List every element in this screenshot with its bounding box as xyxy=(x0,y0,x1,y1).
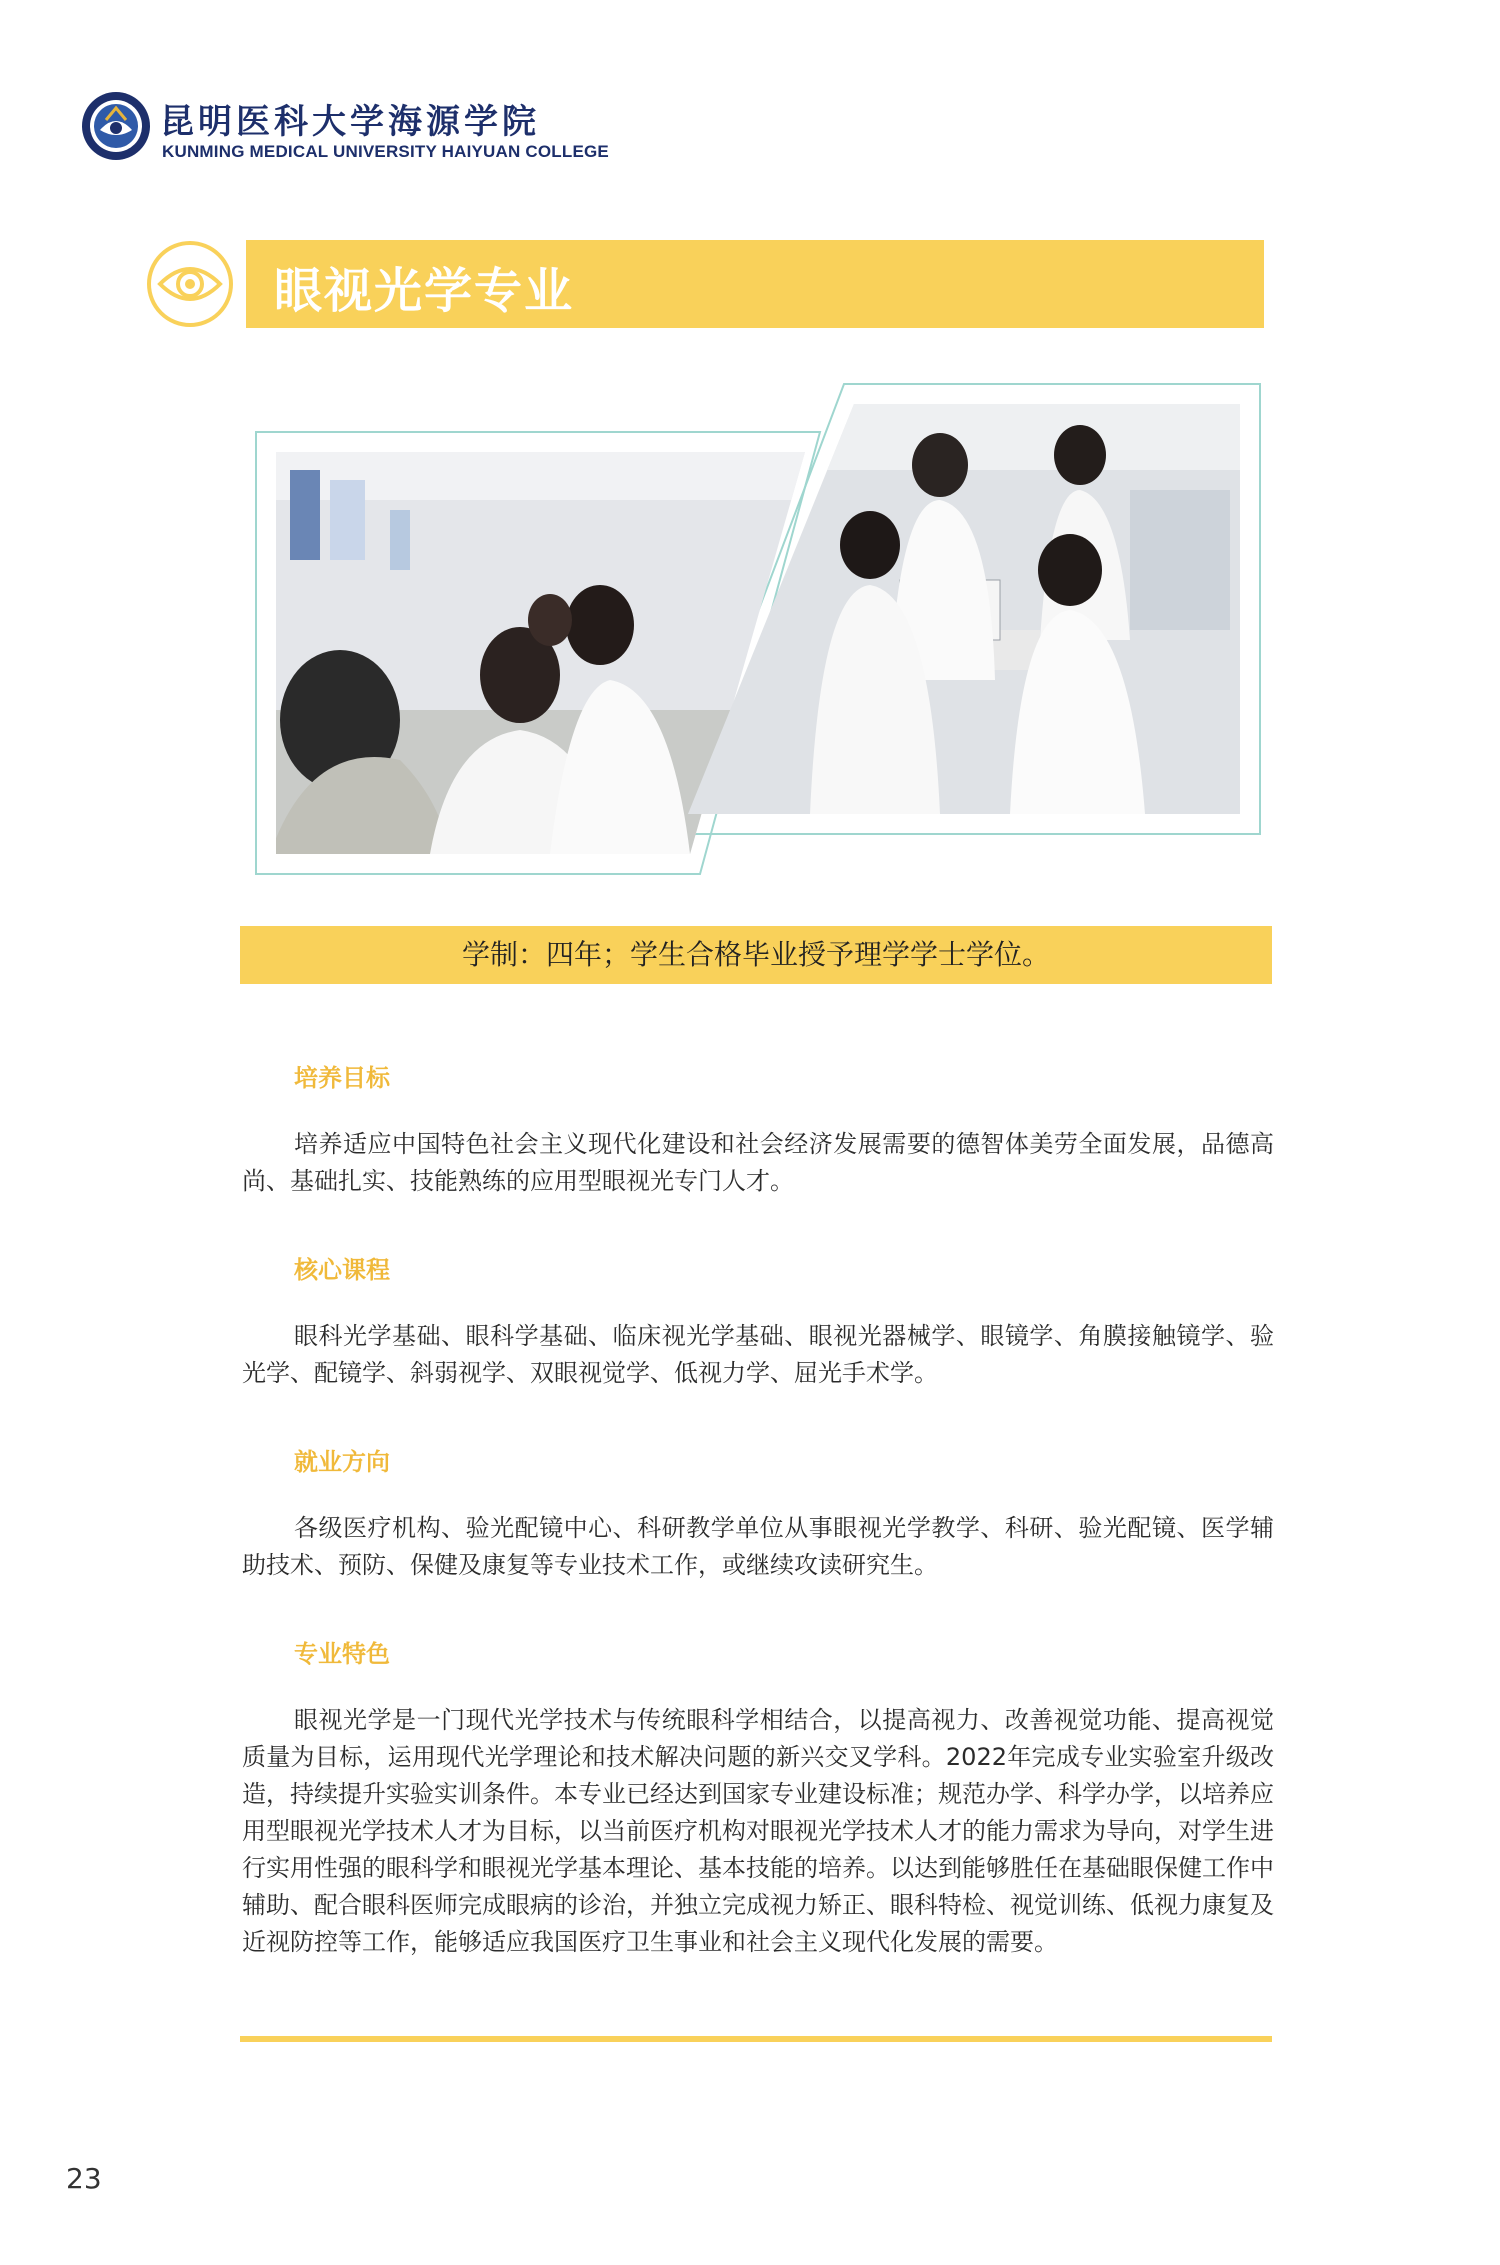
section-body-objectives: 培养适应中国特色社会主义现代化建设和社会经济发展需要的德智体美劳全面发展，品德高尚、基础扎实、技能熟练的应用型眼视光专门人才。 xyxy=(242,1130,1274,1195)
school-name-en: KUNMING MEDICAL UNIVERSITY HAIYUAN COLLEGE xyxy=(162,142,609,161)
school-name-cn: 昆明医科大学海源学院 xyxy=(160,102,540,142)
school-logo xyxy=(80,90,609,180)
eye-icon xyxy=(146,240,234,328)
page-number: 23 xyxy=(66,2162,102,2195)
section-body-core-courses: 眼科光学基础、眼科学基础、临床视光学基础、眼视光器械学、眼镜学、角膜接触镜学、验光学、配镜学、斜弱视学、双眼视觉学、低视力学、屈光手术学。 xyxy=(242,1322,1274,1387)
section-heading-features: 专业特色 xyxy=(294,1640,390,1668)
program-duration-text: 学制：四年；学生合格毕业授予理学学士学位。 xyxy=(461,938,1050,971)
page-title: 眼视光学专业 xyxy=(274,263,575,319)
section-body-features: 眼视光学是一门现代光学技术与传统眼科学相结合，以提高视力、改善视觉功能、提高视觉质量为目标，运用现代光学理论和技术解决问题的新兴交叉学科。2022年完成专业实验室升级改造，持续提升实验实训条件。本专业已经达到国家专业建设标准；规范办学、科学办学，以培养应用型眼视光学技术人才为目标，以当前医疗机构对眼视光学技术人才的能力需求为导向，对学生进行实用性强的眼科学和眼视光学基本理论、基本技能的培养。以达到能够胜任在基础眼保健工作中辅助、配合眼科医师完成眼病的诊治，并独立完成视力矫正、眼科特检、视觉训练、低视力康复及近视防控等工作，能够适应我国医疗卫生事业和社会主义现代化发展的需要。 xyxy=(242,1706,1274,1956)
bottom-divider xyxy=(240,2036,1272,2042)
section-body-employment: 各级医疗机构、验光配镜中心、科研教学单位从事眼视光学教学、科研、验光配镜、医学辅助技术、预防、保健及康复等专业技术工作，或继续攻读研究生。 xyxy=(242,1514,1274,1579)
section-heading-objectives: 培养目标 xyxy=(294,1064,390,1092)
university-seal-icon xyxy=(80,90,152,162)
photo-collage-graphic xyxy=(250,380,1270,890)
title-band xyxy=(246,240,1264,328)
program-duration-bar xyxy=(240,926,1272,984)
section-heading-employment: 就业方向 xyxy=(294,1448,390,1476)
photo-collage xyxy=(250,380,1270,890)
section-heading-core-courses: 核心课程 xyxy=(294,1256,390,1284)
